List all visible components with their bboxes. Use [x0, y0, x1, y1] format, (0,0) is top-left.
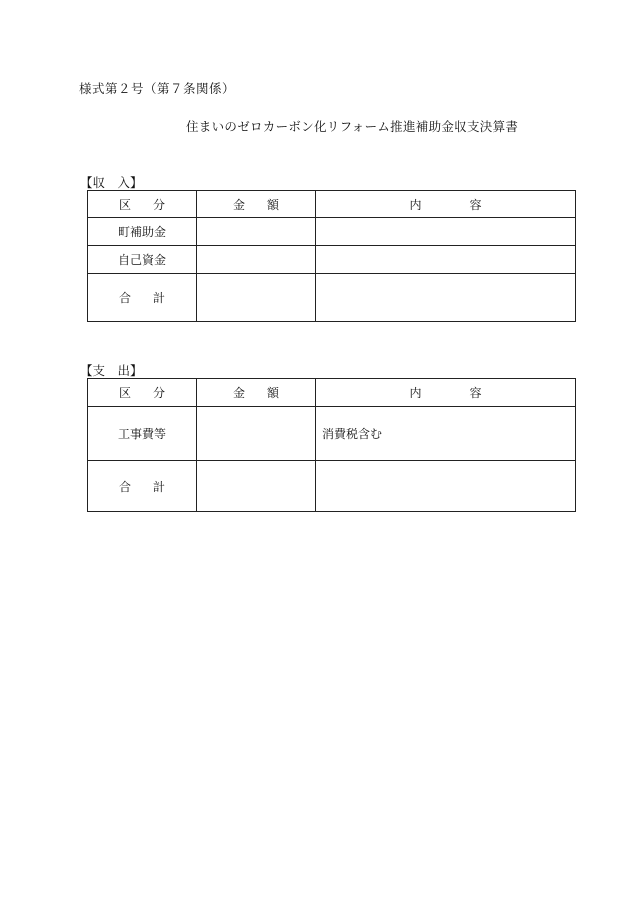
column-header-amount: 金額 [197, 191, 316, 218]
row-category-cell: 工事費等 [88, 407, 197, 461]
row-amount-cell [197, 218, 316, 246]
row-content-cell [316, 246, 576, 274]
row-category-cell: 自己資金 [88, 246, 197, 274]
table-row-total [88, 461, 576, 512]
column-header-category: 区分 [88, 379, 197, 407]
expense-section-label: 【支 出】 [80, 363, 143, 378]
expense-table [87, 378, 576, 512]
row-amount-cell [197, 461, 316, 512]
row-category-cell: 町補助金 [88, 218, 197, 246]
row-category-cell: 合計 [88, 274, 197, 322]
row-content-cell [316, 218, 576, 246]
column-header-content: 内容 [316, 379, 576, 407]
row-amount-cell [197, 274, 316, 322]
table-row [88, 218, 576, 246]
table-row [88, 407, 576, 461]
column-header-amount: 金額 [197, 379, 316, 407]
table-row-total [88, 274, 576, 322]
column-header-content: 内容 [316, 191, 576, 218]
row-amount-cell [197, 246, 316, 274]
document-title: 住まいのゼロカーボン化リフォーム推進補助金収支決算書 [186, 119, 519, 134]
row-content-cell: 消費税含む [316, 407, 576, 461]
income-section-label: 【収 入】 [80, 175, 143, 190]
row-content-cell [316, 274, 576, 322]
form-number: 様式第２号（第７条関係） [79, 81, 236, 96]
expense-header-row [88, 379, 576, 407]
row-content-cell [316, 461, 576, 512]
column-header-category: 区分 [88, 191, 197, 218]
income-table [87, 190, 576, 322]
table-row [88, 246, 576, 274]
income-header-row [88, 191, 576, 218]
row-amount-cell [197, 407, 316, 461]
row-category-cell: 合計 [88, 461, 197, 512]
